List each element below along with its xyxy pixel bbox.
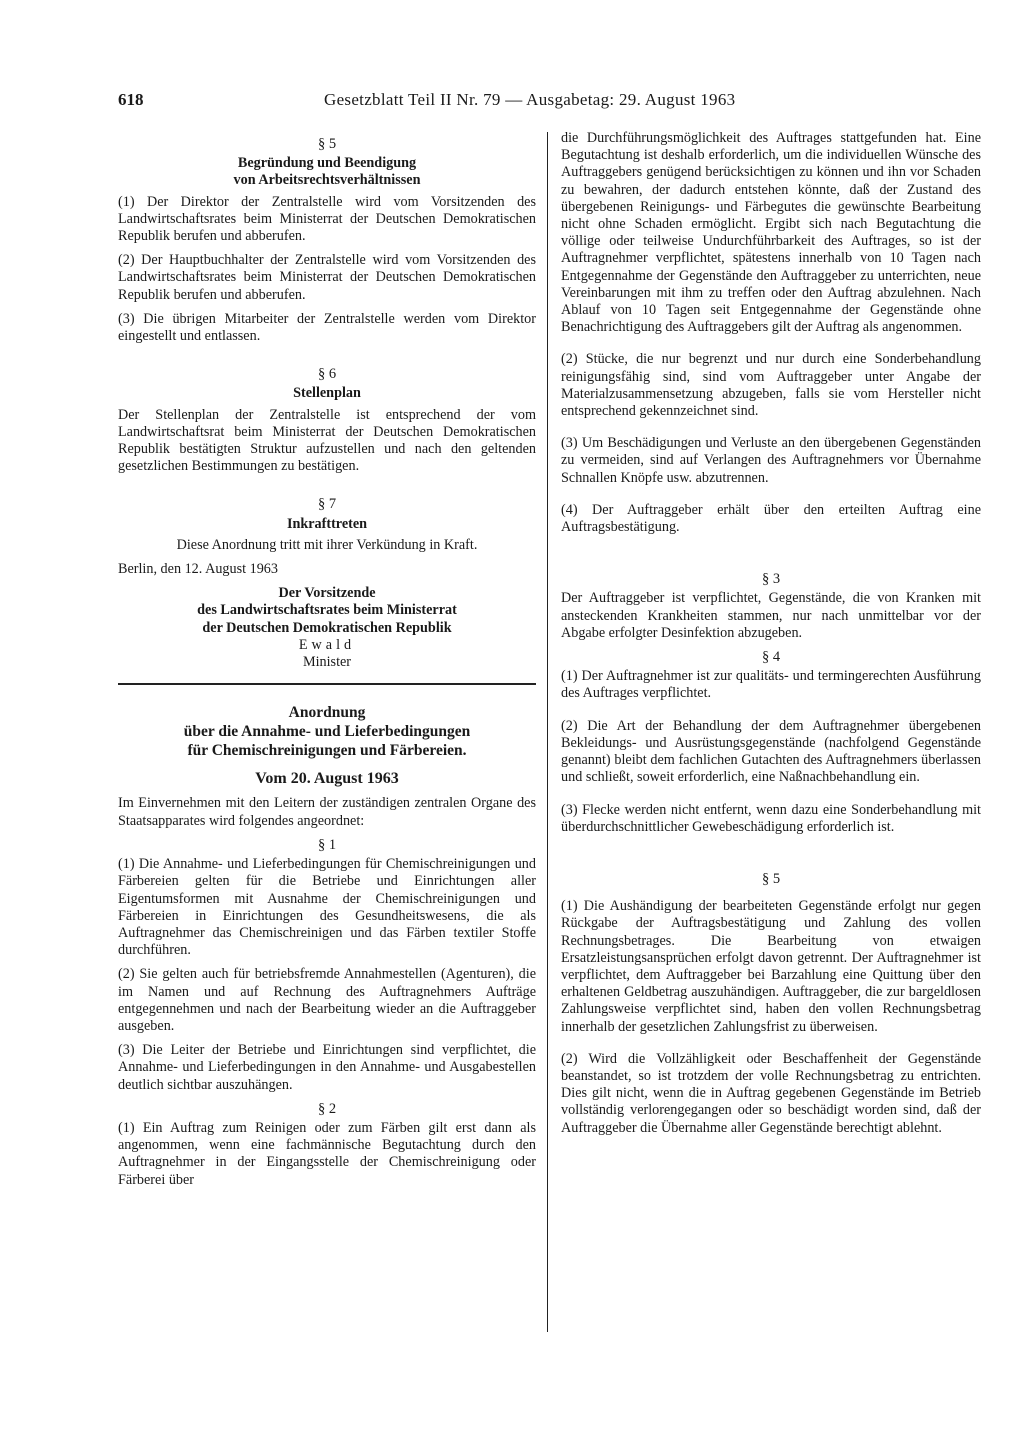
section-sign: § 1 (317, 836, 337, 853)
paragraph: (2) Sie gelten auch für betriebsfremde Annahmestellen (Agenturen), die im Namen und auf Rechnung des Auftragnehmers Aufträge entgegennehmen und nach der Bearbeitung wieder an die Auftraggeber ausgeben. (118, 966, 536, 1034)
signature-line: Der Vorsitzende (278, 585, 376, 602)
signature-line: des Landwirtschaftsrates beim Ministerrat (197, 602, 457, 619)
paragraph: (2) Der Hauptbuchhalter der Zentralstelle wird vom Vorsitzenden des Landwirtschaftsrates beim Ministerrat der Deutschen Demokratischen Republik berufen und abberufen. (118, 252, 536, 303)
section-sign: § 6 (317, 366, 337, 383)
running-title: Gesetzblatt Teil II Nr. 79 — Ausgabetag: 29. August 1963 (324, 90, 736, 109)
ordinance-date: Vom 20. August 1963 (255, 770, 399, 788)
paragraph: (1) Der Direktor der Zentralstelle wird vom Vorsitzenden des Landwirtschaftsrates beim Ministerrat der Deutschen Demokratischen Republik berufen und abberufen. (118, 193, 536, 245)
place-date: Berlin, den 12. August 1963 (118, 561, 278, 578)
signature-role: Minister (302, 654, 352, 671)
section-heading (118, 155, 536, 189)
section-sign: § 5 (761, 870, 781, 887)
column-divider (547, 132, 548, 1332)
left-column (118, 130, 536, 1196)
paragraph: (4) Der Auftraggeber erhält über den erteilten Auftrag eine Auftragsbestätigung. (561, 501, 981, 536)
signature-name: Ewald (298, 636, 356, 653)
section-sign: § 4 (761, 649, 781, 666)
paragraph: (3) Die Leiter der Betriebe und Einrichtungen sind verpflichtet, die Annahme- und Lieferbedingungen in den Annahme- und Ausgabestellen deutlich sichtbar auszuhängen. (118, 1042, 536, 1093)
section-heading-line: von Arbeitsrechtsverhältnissen (233, 172, 421, 189)
ordinance-title (118, 703, 536, 760)
paragraph: (2) Die Art der Behandlung der dem Auftragnehmer übergebenen Bekleidungs- und Ausrüstungsgegenstände (nachfolgend Gegenstände genannt) bleibt dem fachlichen Gutachten des Auftragnehmers überlassen und schließt, soweit erforderlich, eine Naßnachbehandlung ein. (561, 717, 981, 786)
right-column (561, 130, 981, 1144)
section-heading: Stellenplan (293, 385, 361, 402)
section-divider (118, 683, 536, 685)
ordinance-title-line: über die Annahme- und Lieferbedingungen (183, 723, 471, 741)
page-number: 618 (118, 90, 144, 109)
section-sign: § 3 (761, 571, 781, 588)
section-sign: § 2 (317, 1100, 337, 1117)
paragraph: (2) Stücke, die nur begrenzt und nur durch eine Sonderbehandlung reinigungsfähig sind, sind vom Auftraggeber unter Angabe der Materialzusammensetzung abzugeben, falls sie vom Hersteller nicht entsprechend gekennzeichnet sind. (561, 351, 981, 420)
paragraph: (3) Die übrigen Mitarbeiter der Zentralstelle werden vom Direktor eingestellt und entlassen. (118, 310, 536, 345)
paragraph: die Durchführungsmöglichkeit des Auftrages stattgefunden hat. Eine Begutachtung ist deshalb erforderlich, um die individuellen Wünsche des Auftraggebers genügend berücksichtigen zu können und ihn vor Schaden zu bewahren, der dadurch entstehen könnte, daß der Zustand des übergebenen Reinigungs- und Färbegutes die gewünschte Bearbeitung nicht ohne Schaden ermöglicht. Ergibt sich nach Begutachtung die völlige oder teilweise Undurchführbarkeit des Auftrages, so ist der Auftragnehmer verpflichtet, spätestens innerhalb von 10 Tagen nach Entgegennahme der Gegenstände den Auftraggeber zu unterrichten, neue Vereinbarungen mit ihm zu treffen oder den Auftrag abzulehnen. Nach Ablauf von 10 Tagen seit Entgegennahme der Gegenstände ohne Benachrichtigung des Auftraggebers gilt der Auftrag als angenommen. (561, 130, 981, 336)
signature-block (118, 585, 536, 671)
paragraph: Diese Anordnung tritt mit ihrer Verkündung in Kraft. (176, 536, 478, 553)
signature-line: der Deutschen Demokratischen Republik (202, 619, 452, 636)
page-header (118, 90, 980, 114)
section-sign: § 7 (317, 496, 337, 513)
paragraph: (1) Die Aushändigung der bearbeiteten Gegenstände erfolgt nur gegen Rückgabe der Auftragsbestätigung und Zahlung des vollen Rechnungsbetrages. Die Bearbeitung von etwaigen Ersatzleistungsansprüchen erfolgt davon getrennt. Der Auftragnehmer ist verpflichtet, dem Auftraggeber bei Barzahlung eine Quittung über den erhaltenen Geldbetrag auszuhändigen. Auftraggeber, die zur bargeldlosen Zahlungsweise verpflichtet sind, haben den vollen Rechnungsbetrag innerhalb der gesetzlichen Zahlungsfrist zu überweisen. (561, 898, 981, 1035)
preamble: Im Einvernehmen mit den Leitern der zuständigen zentralen Organe des Staatsapparates wird folgendes angeordnet: (118, 795, 536, 829)
section-heading-line: Begründung und Beendigung (237, 155, 417, 172)
paragraph: (1) Die Annahme- und Lieferbedingungen für Chemischreinigungen und Färbereien gelten für die Betriebe und Einrichtungen aller Eigentumsformen mit Ausnahme der Chemischreinigungen und Färbereien in Einrichtungen des Gesundheitswesens, die als Auftragnehmer das Chemischreinigen und das Färben textiler Stoffe durchführen. (118, 856, 536, 959)
paragraph: (2) Wird die Vollzähligkeit oder Beschaffenheit der Gegenstände beanstandet, so ist trotzdem der volle Rechnungsbetrag zu entrichten. Dies gilt nicht, wenn die in Auftrag gegebenen Gegenstände im Betrieb vollständig verlorengegangen oder so beschädigt worden sind, daß der Auftraggeber die Übernahme aller Gegenstände berechtigt ablehnt. (561, 1050, 981, 1136)
paragraph: (3) Um Beschädigungen und Verluste an den übergebenen Gegenständen zu vermeiden, sind auf Verlangen des Auftragnehmers vor Übernahme Schnallen Knöpfe usw. abzutrennen. (561, 435, 981, 486)
section-sign: § 5 (317, 136, 337, 152)
paragraph: (3) Flecke werden nicht entfernt, wenn dazu eine Sonderbehandlung mit überdurchschnittlicher Gewebeschädigung erforderlich ist. (561, 801, 981, 835)
paragraph: (1) Ein Auftrag zum Reinigen oder zum Färben gilt erst dann als angenommen, wenn eine fachmännische Begutachtung durch den Auftragnehmer in der Eingangsstelle der Chemischreinigung oder Färberei über (118, 1119, 536, 1188)
ordinance-title-line: für Chemischreinigungen und Färbereien. (187, 742, 467, 760)
ordinance-title-line: Anordnung (288, 704, 366, 722)
paragraph: Der Auftraggeber ist verpflichtet, Gegenstände, die von Kranken mit ansteckenden Krankheiten stammen, nur nach unmittelbar vor der Abgabe erfolgter Desinfektion abzugeben. (561, 590, 981, 641)
section-heading: Inkrafttreten (286, 515, 368, 532)
paragraph: (1) Der Auftragnehmer ist zur qualitäts- und termingerechten Ausführung des Auftrages verpflichtet. (561, 668, 981, 702)
paragraph: Der Stellenplan der Zentralstelle ist entsprechend der vom Landwirtschaftsrat beim Ministerrat der Deutschen Demokratischen Republik bestätigten Struktur aufzustellen und nach den geltenden gesetzlichen Bestimmungen zu bestätigen. (118, 406, 536, 475)
